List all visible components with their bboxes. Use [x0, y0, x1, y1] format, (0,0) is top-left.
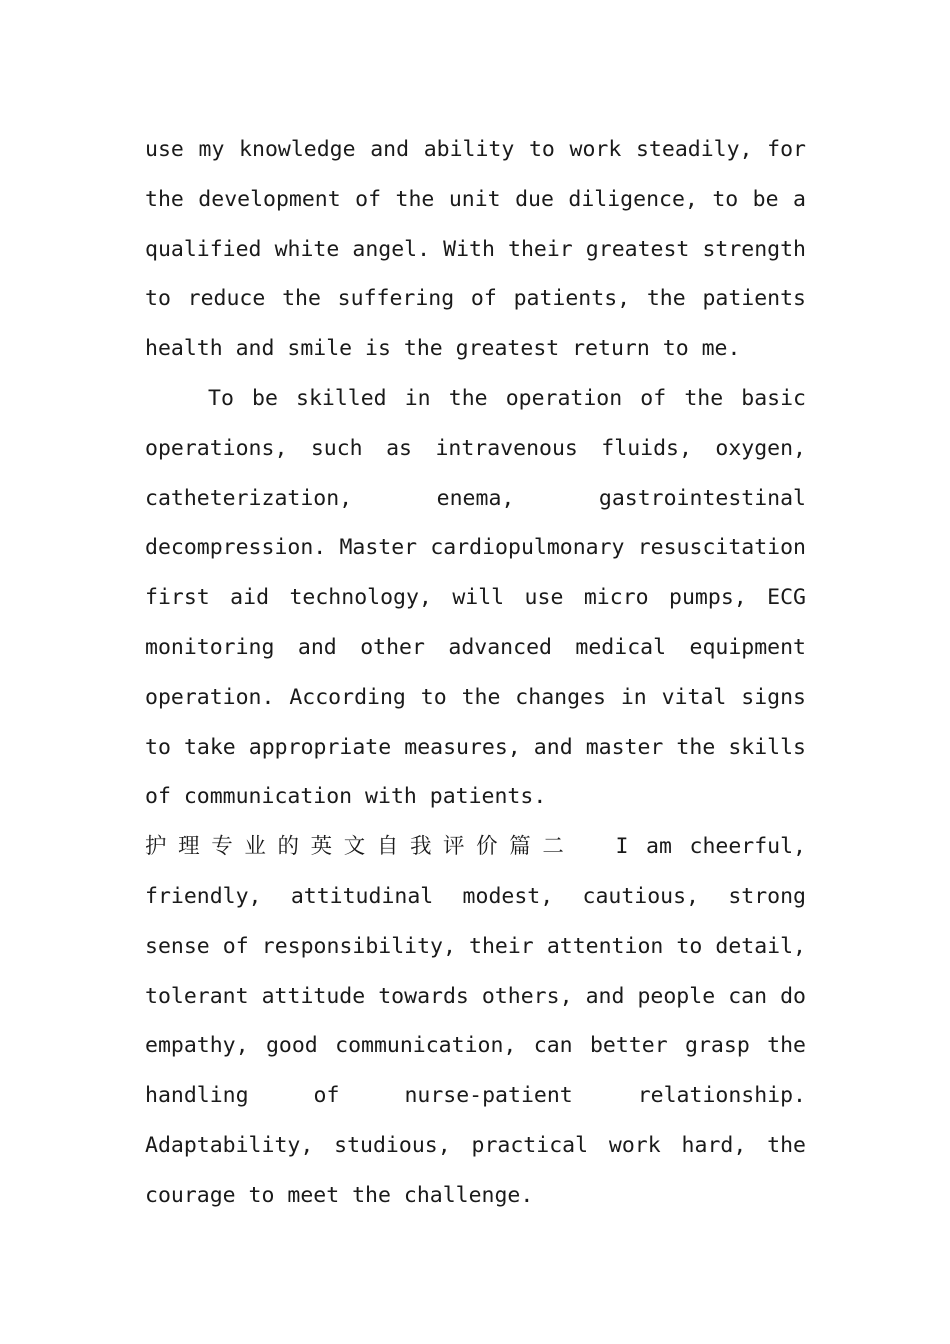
paragraph-2: To be skilled in the operation of the basic operations, such as intravenous fluids, oxygen, catheterization, enema, gastrointestinal decompression. Master cardiopulmonary resuscitation first aid technology, will use micro pumps, ECG monitoring and other advanced medical equipment operation. According to the changes in vital signs to take appropriate measures, and master the skills of communication with patients. [145, 385, 806, 810]
paragraph-3-body: I am cheerful, friendly, attitudinal modest, cautious, strong sense of responsibility, their attention to detail, tolerant attitude towards others, and people can do empathy, good communication, can better grasp the handling of nurse-patient relationship. Adaptability, studious, practical work hard, the courage to meet the challenge. [145, 834, 806, 1208]
document-body [145, 125, 806, 1221]
paragraph-1: use my knowledge and ability to work steadily, for the development of the unit due diligence, to be a qualified white angel. With their greatest strength to reduce the suffering of patients, the patients health and smile is the greatest return to me. [145, 137, 806, 362]
paragraph-3 [145, 822, 806, 1220]
section-heading: 护理专业的英文自我评价篇二 [145, 834, 576, 860]
